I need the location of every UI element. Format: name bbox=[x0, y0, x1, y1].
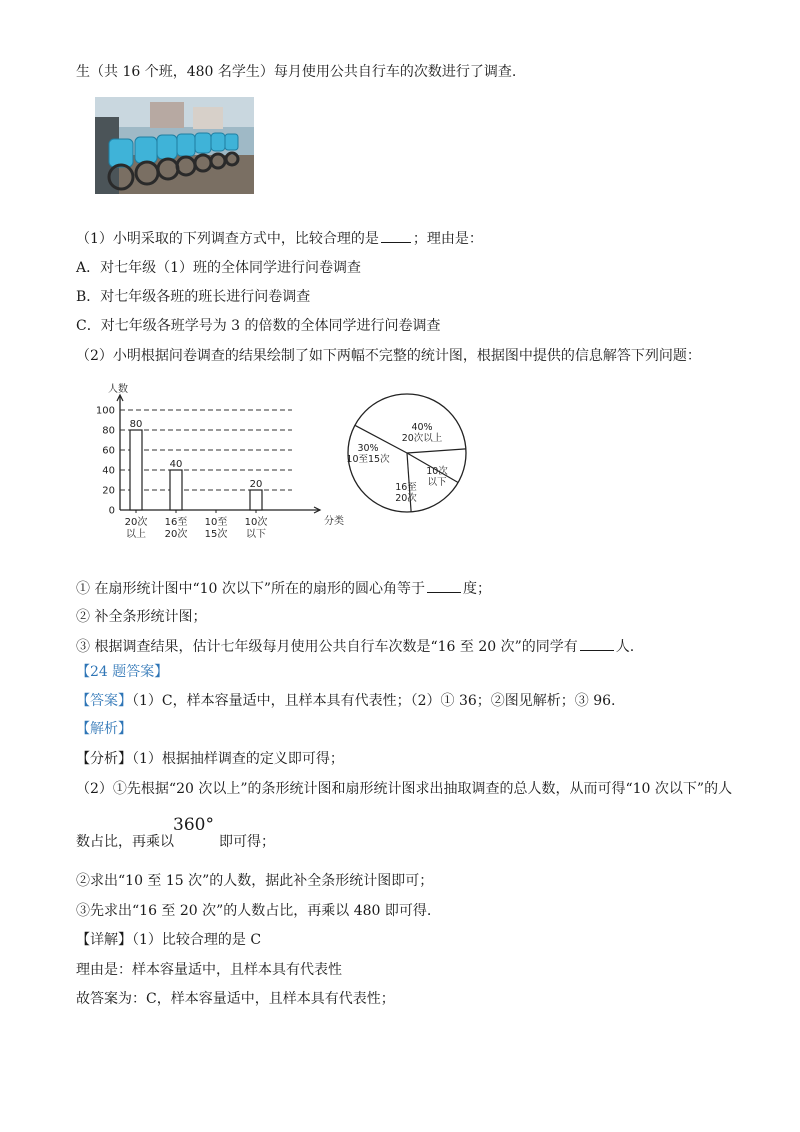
option-b: B．对七年级各班的班长进行问卷调查 bbox=[76, 289, 311, 305]
x-tick-label: 15次 bbox=[204, 529, 228, 540]
sub-question-3-tail: 人. bbox=[615, 639, 635, 655]
y-tick-label: 60 bbox=[102, 445, 115, 457]
detail-line-3: 故答案为：C，样本容量适中，且样本具有代表性； bbox=[76, 991, 395, 1007]
detail-line-1 bbox=[76, 930, 261, 950]
pie-chart bbox=[340, 386, 480, 526]
detail-line-2: 理由是：样本容量适中，且样本具有代表性 bbox=[76, 962, 342, 978]
analysis-line-3a: 数占比，再乘以 bbox=[76, 834, 174, 850]
bar bbox=[250, 490, 262, 510]
answer-blank-1 bbox=[381, 228, 411, 243]
pie-slice-label: 10至15次 bbox=[346, 454, 390, 465]
sub-question-2: ② 补全条形统计图； bbox=[76, 609, 207, 625]
x-tick-label: 10至 bbox=[204, 517, 228, 528]
analysis-line-4: ②求出“10 至 15 次”的人数，据此补全条形统计图即可； bbox=[76, 873, 434, 889]
sub-question-1 bbox=[76, 578, 491, 599]
x-tick-label: 16至 bbox=[164, 517, 188, 528]
detail-tag: 【详解】 bbox=[76, 932, 132, 948]
x-tick-label: 10次 bbox=[244, 517, 268, 528]
question-1-tail: ；理由是： bbox=[412, 231, 483, 247]
bar-value-label: 40 bbox=[169, 459, 183, 470]
analysis-tag: 【分析】 bbox=[76, 751, 132, 767]
bicycle-photo bbox=[95, 97, 254, 194]
analysis-line-5: ③先求出“16 至 20 次”的人数占比，再乘以 480 即可得. bbox=[76, 903, 432, 919]
analysis-heading: 【解析】 bbox=[76, 721, 132, 737]
degree-formula: 360° bbox=[173, 815, 214, 835]
pie-slice-label: 10次 bbox=[426, 466, 448, 477]
sub-question-1-text: ① 在扇形统计图中“10 次以下”所在的扇形的圆心角等于 bbox=[76, 581, 426, 597]
x-tick-label: 20次 bbox=[124, 517, 148, 528]
x-tick-label: 20次 bbox=[164, 529, 188, 540]
detail-text-1: （1）比较合理的是 C bbox=[132, 932, 262, 948]
pie-slice-label: 20次以上 bbox=[401, 433, 443, 444]
pie-slice-label: 16至 bbox=[395, 482, 417, 493]
x-tick-label: 以下 bbox=[246, 529, 266, 540]
pie-slice-label: 20次 bbox=[395, 493, 417, 504]
pie-slice-label: 40% bbox=[411, 422, 433, 433]
question-2: （2）小明根据问卷调查的结果绘制了如下两幅不完整的统计图，根据图中提供的信息解答下列问题： bbox=[76, 348, 701, 364]
y-tick-label: 100 bbox=[95, 405, 115, 417]
question-1 bbox=[76, 228, 483, 249]
sub-question-3-text: ③ 根据调查结果，估计七年级每月使用公共自行车次数是“16 至 20 次”的同学有 bbox=[76, 639, 578, 655]
answer-line bbox=[76, 691, 616, 711]
y-axis-title: 人数 bbox=[108, 384, 128, 395]
y-tick-label: 40 bbox=[102, 465, 115, 477]
answer-body: （1）C，样本容量适中，且样本具有代表性；（2）① 36；②图见解析；③ 96. bbox=[132, 693, 616, 709]
x-tick-label: 以上 bbox=[126, 529, 146, 540]
bar-chart bbox=[95, 378, 344, 548]
y-tick-label: 80 bbox=[102, 425, 115, 437]
bar-value-label: 80 bbox=[129, 419, 143, 430]
pie-slice-label: 30% bbox=[357, 443, 379, 454]
option-a: A．对七年级（1）班的全体同学进行问卷调查 bbox=[76, 260, 362, 276]
sub-question-1-tail: 度； bbox=[463, 581, 492, 597]
x-axis-title: 分类 bbox=[324, 516, 344, 527]
question-1-text: （1）小明采取的下列调查方式中，比较合理的是 bbox=[76, 231, 379, 247]
answer-tag: 【答案】 bbox=[76, 693, 132, 709]
answer-heading: 【24 题答案】 bbox=[76, 664, 169, 680]
analysis-line-2: （2）①先根据“20 次以上”的条形统计图和扇形统计图求出抽取调查的总人数，从而可得“10 次以下”的人 bbox=[76, 781, 733, 797]
sub-question-3 bbox=[76, 636, 634, 657]
analysis-line-3b: 即可得； bbox=[219, 834, 275, 850]
bar bbox=[130, 430, 142, 510]
analysis-text-1: （1）根据抽样调查的定义即可得； bbox=[132, 751, 344, 767]
y-tick-label: 20 bbox=[102, 485, 115, 497]
answer-blank-2 bbox=[427, 578, 461, 593]
bar bbox=[170, 470, 182, 510]
analysis-line-1 bbox=[76, 749, 344, 769]
option-c: C．对七年级各班学号为 3 的倍数的全体同学进行问卷调查 bbox=[76, 318, 441, 334]
answer-blank-3 bbox=[580, 636, 614, 651]
y-tick-label: 0 bbox=[108, 505, 115, 517]
bar-value-label: 20 bbox=[249, 479, 263, 490]
intro-text: 生（共 16 个班，480 名学生）每月使用公共自行车的次数进行了调查. bbox=[76, 64, 517, 80]
pie-slice-label: 以下 bbox=[427, 477, 447, 488]
